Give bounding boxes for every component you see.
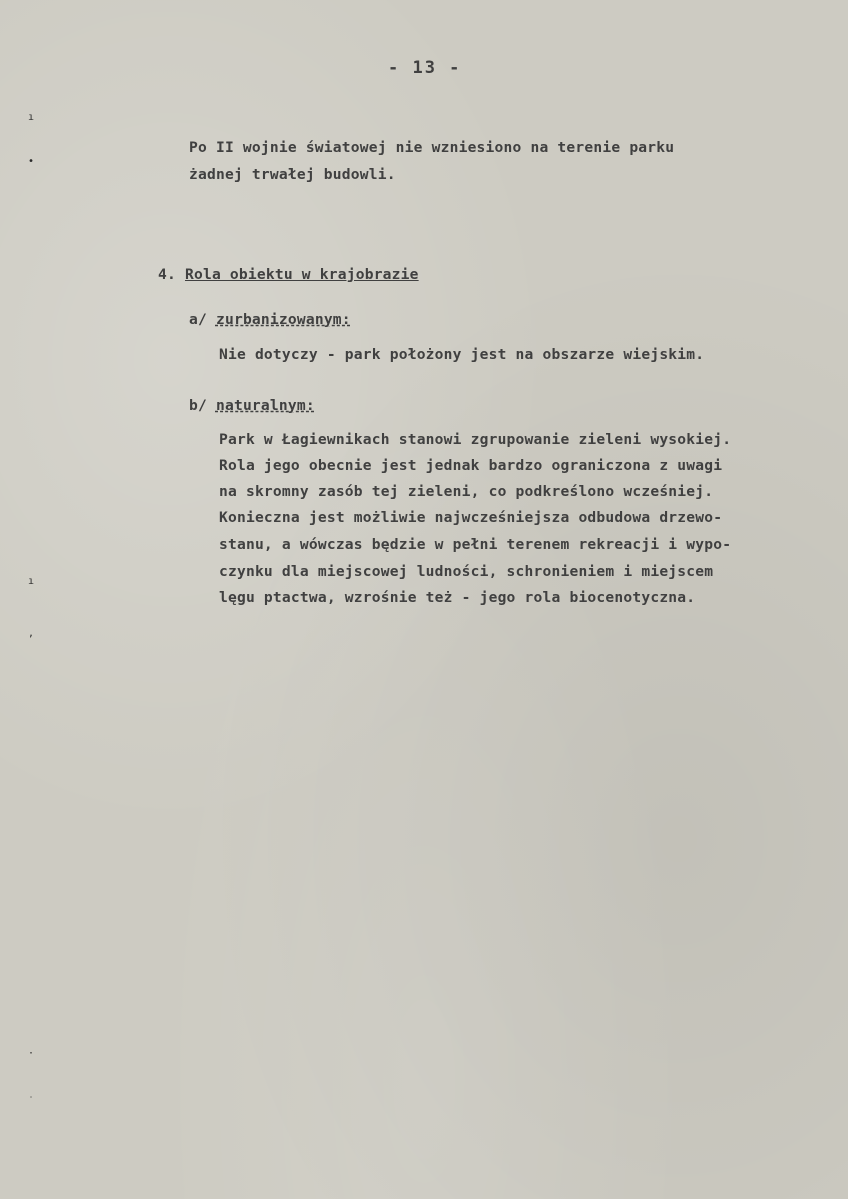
subsection-b-title: naturalnym: [215, 397, 315, 414]
subsection-b-label: b/ [189, 397, 207, 414]
subsection-b-line-3: na skromny zasób tej zieleni, co podkreślono wcześniej. [219, 483, 714, 500]
subsection-b-line-6: czynku dla miejscowej ludności, schronieniem i miejscem [219, 563, 714, 580]
margin-punch-mark: ı [28, 112, 35, 123]
page-number: - 13 - [388, 58, 462, 78]
section-heading [158, 266, 419, 283]
margin-punch-mark: • [28, 156, 35, 167]
margin-punch-mark: , [28, 628, 35, 639]
subsection-b-heading [189, 397, 315, 414]
margin-punch-mark: ı [28, 576, 35, 587]
subsection-a-heading [189, 311, 351, 328]
subsection-a-label: a/ [189, 311, 207, 328]
intro-line-1: Po II wojnie światowej nie wzniesiono na terenie parku [189, 139, 675, 156]
intro-line-2: żadnej trwałej budowli. [189, 166, 396, 183]
section-number: 4. [158, 266, 176, 283]
margin-punch-mark: · [28, 1048, 35, 1059]
subsection-b-line-5: stanu, a wówczas będzie w pełni terenem rekreacji i wypo- [219, 536, 732, 553]
subsection-a-title: zurbanizowanym: [215, 311, 351, 328]
subsection-b-line-1: Park w Łagiewnikach stanowi zgrupowanie zieleni wysokiej. [219, 431, 732, 448]
margin-punch-mark: ˙ [28, 1096, 35, 1107]
subsection-b-line-7: lęgu ptactwa, wzrośnie też - jego rola biocenotyczna. [219, 589, 696, 606]
subsection-b-line-2: Rola jego obecnie jest jednak bardzo ograniczona z uwagi [219, 457, 723, 474]
subsection-b-line-4: Konieczna jest możliwie najwcześniejsza odbudowa drzewo- [219, 509, 723, 526]
section-title: Rola obiektu w krajobrazie [184, 266, 419, 283]
subsection-a-line-1: Nie dotyczy - park położony jest na obszarze wiejskim. [219, 346, 705, 363]
